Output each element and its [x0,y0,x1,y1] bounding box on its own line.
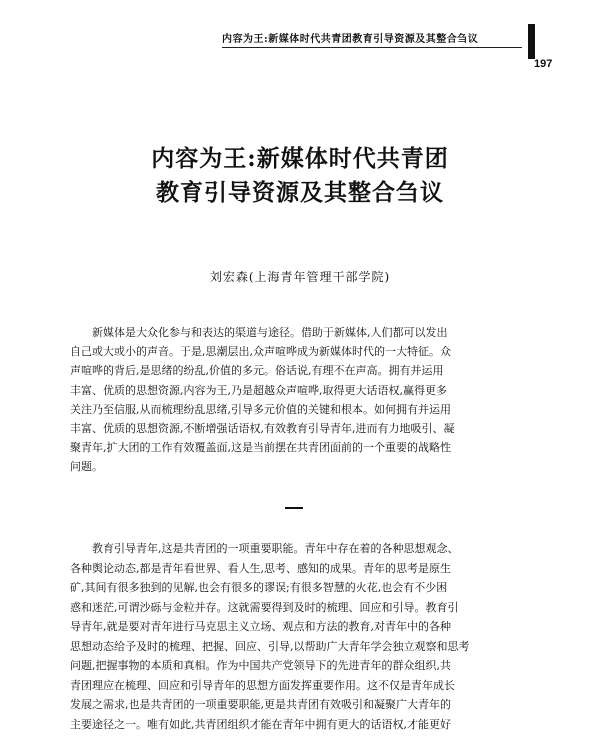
body-line: 惑和迷茫,可谓沙砾与金粒并存。这就需要得到及时的梳理、回应和引导。教育引 [70,600,459,614]
title-line-2: 教育引导资源及其整合刍议 [156,179,444,206]
body-line: 主要途径之一。唯有如此,共青团组织才能在青年中拥有更大的话语权,才能更好 [70,717,451,731]
header-rule [222,47,522,48]
page-edge-bar [528,24,535,59]
body-line: 青团理应在梳理、回应和引导青年的思想方面发挥重要作用。这不仅是青年成长 [70,678,455,692]
abstract-paragraph [70,323,540,477]
abstract-line: 丰富、优质的思想资源,不断增强话语权,有效教育引导青年,进而有力地吸引、凝 [70,422,455,436]
running-header: 内容为王:新媒体时代共青团教育引导资源及其整合刍议 [222,34,479,45]
abstract-line: 问题。 [70,460,103,474]
body-line: 问题,把握事物的本质和真相。作为中国共产党领导下的先进青年的群众组织,共 [70,659,451,672]
abstract-line: 新媒体是大众化参与和表达的渠道与途径。借助于新媒体,人们都可以发出 [92,326,448,339]
body-line: 思想动态给予及时的梳理、把握、回应、引导,以帮助广大青年学会独立观察和思考 [70,639,470,653]
abstract-line: 声喧哗的背后,是思绪的纷乱,价值的多元。俗话说,有理不在声高。拥有并运用 [70,364,444,378]
body-line: 教育引导青年,这是共青团的一项重要职能。青年中存在着的各种思想观念、 [92,542,459,555]
abstract-line: 聚青年,扩大团的工作有效覆盖面,这是当前摆在共青团面前的一个重要的战略性 [70,441,451,455]
body-line: 发展之需求,也是共青团的一项重要职能,更是共青团有效吸引和凝聚广大青年的 [70,698,451,711]
abstract-line: 自己或大或小的声音。于是,思潮层出,众声喧哗成为新媒体时代的一大特征。众 [70,345,451,359]
abstract-line: 关注乃至信服,从而梳理纷乱思绪,引导多元价值的关键和根本。如何拥有并运用 [70,402,451,416]
page-number: 197 [534,58,553,70]
section-marker [285,507,303,509]
body-line: 各种舆论动态,都是青年看世界、看人生,思考、感知的成果。青年的思考是原生 [70,561,451,575]
abstract-line: 丰富、优质的思想资源,内容为王,乃是超越众声喧哗,取得更大话语权,赢得更多 [70,383,447,397]
body-paragraph [70,539,550,734]
title-line-1: 内容为王:新媒体时代共青团 [151,145,449,172]
body-line: 矿,其间有很多独到的见解,也会有很多的谬误;有很多智慧的火花,也会有不少困 [70,581,448,594]
author-byline: 刘宏森(上海青年管理干部学院) [209,270,391,284]
body-line: 导青年,就是要对青年进行马克思主义立场、观点和方法的教育,对青年中的各种 [70,620,451,633]
article-title [0,142,600,210]
